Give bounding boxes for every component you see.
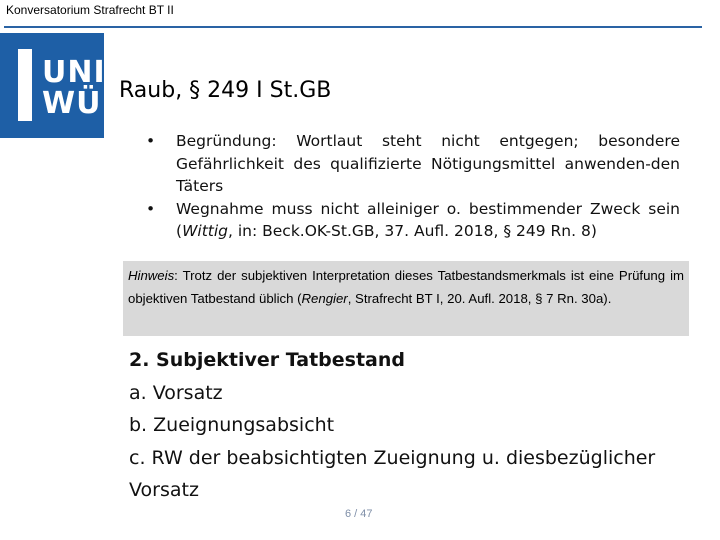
bullet-list bbox=[146, 130, 680, 243]
university-logo bbox=[0, 33, 104, 138]
bullet-text: Begründung: Wortlaut steht nicht entgegen; besondere Gefährlichkeit des qualifizierte Nötigungsmittel anwenden-den Täters bbox=[176, 132, 680, 195]
bullet-text-before: Wegnahme muss nicht alleiniger o. bestimmender Zweck sein ( bbox=[176, 199, 680, 240]
note-box bbox=[123, 261, 689, 336]
subjective-section bbox=[129, 344, 689, 507]
section-item: a. Vorsatz bbox=[129, 381, 223, 404]
note-label: Hinweis bbox=[128, 268, 175, 283]
header-title: Konversatorium Strafrecht BT II bbox=[6, 3, 174, 17]
bullet-icon: • bbox=[146, 199, 156, 218]
page-number: 6 / 47 bbox=[345, 508, 373, 520]
logo-bar bbox=[18, 49, 32, 121]
section-heading: 2. Subjektiver Tatbestand bbox=[129, 349, 405, 371]
bullet-icon: • bbox=[146, 132, 156, 150]
slide-title: Raub, § 249 I St.GB bbox=[119, 78, 332, 103]
section-item: c. RW der beabsichtigten Zueignung u. diesbezüglicher Vorsatz bbox=[129, 446, 656, 501]
bullet-item bbox=[146, 130, 680, 198]
section-item: b. Zueignungsabsicht bbox=[129, 414, 335, 436]
bullet-author: Wittig bbox=[182, 222, 228, 240]
note-author: Rengier bbox=[301, 290, 348, 306]
logo-text-line1: UNI bbox=[42, 55, 106, 90]
logo-text-line2: WÜ bbox=[42, 86, 102, 121]
bullet-item bbox=[146, 198, 680, 243]
note-text-after: , Strafrecht BT I, 20. Aufl. 2018, § 7 Rn. 30a). bbox=[347, 290, 612, 306]
header-divider bbox=[4, 26, 702, 28]
note-text-before: : Trotz der subjektiven Interpretation dieses Tatbestandsmerkmals ist eine Prüfung im objektiven Tatbestand üblich ( bbox=[128, 268, 684, 306]
bullet-text-after: , in: Beck.OK-St.GB, 37. Aufl. 2018, § 249 Rn. 8) bbox=[228, 222, 597, 240]
